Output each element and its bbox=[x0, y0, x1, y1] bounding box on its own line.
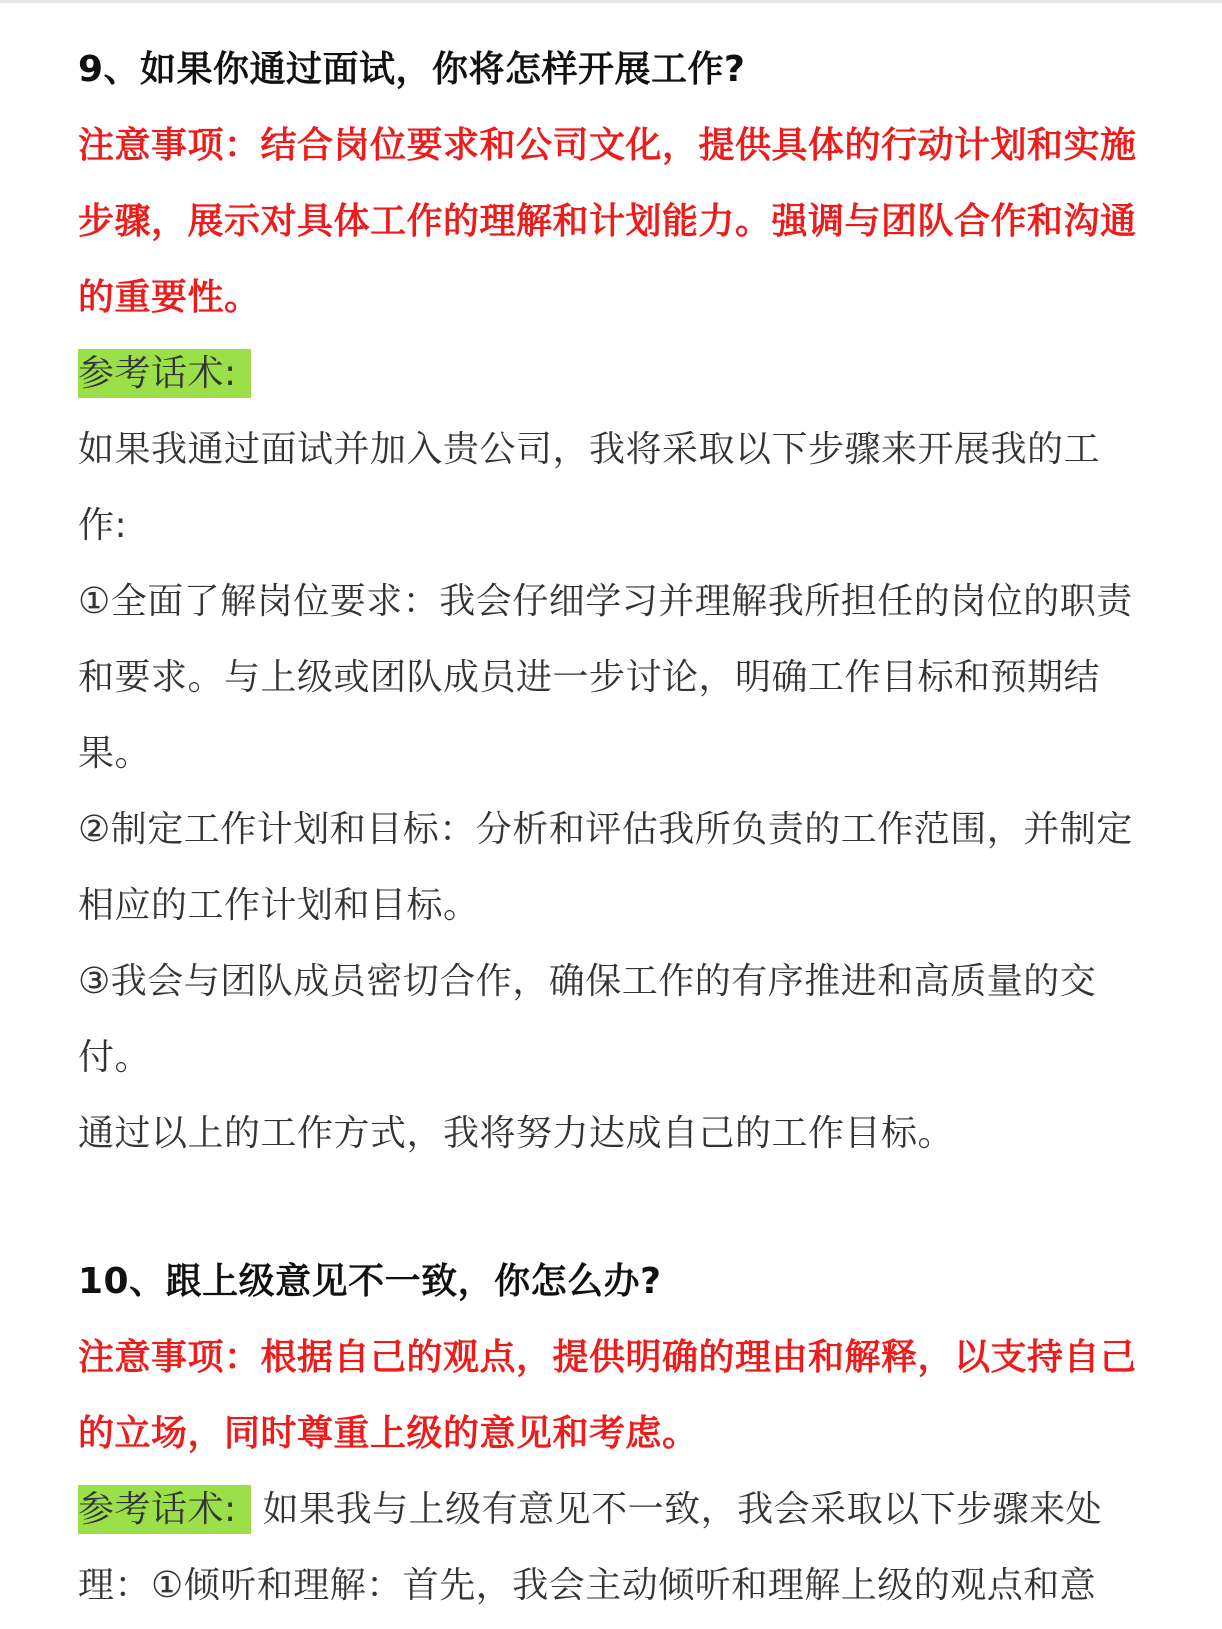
q10-note-line-1: 注意事项：根据自己的观点，提供明确的理由和解释，以支持自己 bbox=[78, 1337, 1137, 1378]
q9-note-line-1: 注意事项：结合岗位要求和公司文化，提供具体的行动计划和实施 bbox=[78, 125, 1137, 166]
article-content bbox=[78, 32, 1148, 1624]
q9-reference-label: 参考话术: bbox=[78, 349, 251, 398]
q9-body-line-7: 相应的工作计划和目标。 bbox=[78, 885, 480, 926]
q9-body-line-8: ③我会与团队成员密切合作，确保工作的有序推进和高质量的交 bbox=[78, 961, 1097, 1002]
q10-reference-inline-text: 如果我与上级有意见不一致，我会采取以下步骤来处 bbox=[250, 1489, 1103, 1530]
q10-reference-label: 参考话术: bbox=[78, 1485, 251, 1534]
top-divider bbox=[0, 0, 1222, 3]
q9-body-line-1: 如果我通过面试并加入贵公司，我将采取以下步骤来开展我的工 bbox=[78, 429, 1101, 470]
q9-body-line-4: 和要求。与上级或团队成员进一步讨论，明确工作目标和预期结 bbox=[78, 657, 1101, 698]
q9-body-line-5: 果。 bbox=[78, 733, 152, 774]
q10-body-line-1: 理：①倾听和理解：首先，我会主动倾听和理解上级的观点和意 bbox=[78, 1565, 1097, 1606]
q9-body-line-10: 通过以上的工作方式，我将努力达成自己的工作目标。 bbox=[78, 1113, 955, 1154]
q9-body-line-9: 付。 bbox=[78, 1037, 152, 1078]
q9-body-line-6: ②制定工作计划和目标：分析和评估我所负责的工作范围，并制定 bbox=[78, 809, 1133, 850]
q9-note-line-3: 的重要性。 bbox=[78, 277, 261, 318]
q9-body-line-2: 作: bbox=[78, 505, 128, 546]
q10-reference-row bbox=[78, 1472, 1148, 1548]
q9-title: 9、如果你通过面试，你将怎样开展工作? bbox=[78, 49, 746, 90]
q9-reference-label-row bbox=[78, 336, 1148, 412]
q9-note-line-2: 步骤，展示对具体工作的理解和计划能力。强调与团队合作和沟通 bbox=[78, 201, 1137, 242]
q9-body-line-3: ①全面了解岗位要求：我会仔细学习并理解我所担任的岗位的职责 bbox=[78, 581, 1133, 622]
section-gap bbox=[78, 1172, 1148, 1244]
q10-note-line-2: 的立场，同时尊重上级的意见和考虑。 bbox=[78, 1413, 699, 1454]
q10-title: 10、跟上级意见不一致，你怎么办? bbox=[78, 1261, 662, 1302]
